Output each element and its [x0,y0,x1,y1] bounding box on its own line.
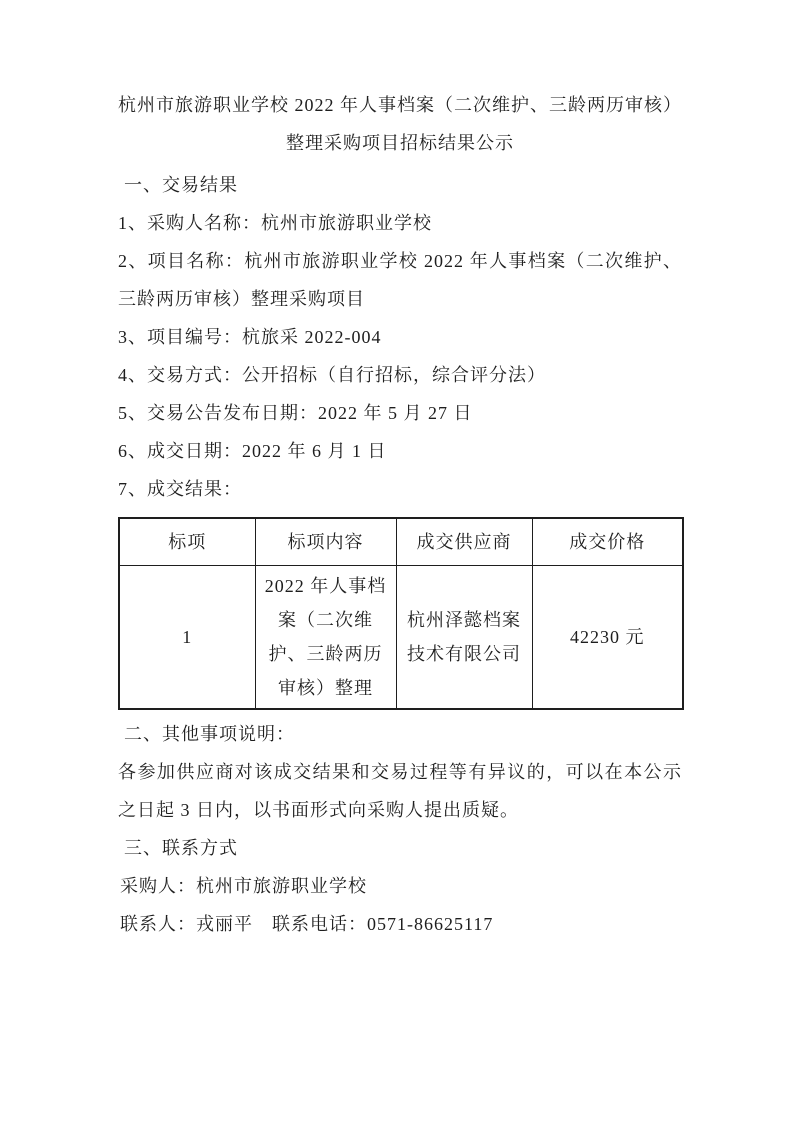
list-item-purchaser-name: 1、采购人名称：杭州市旅游职业学校 [118,213,432,233]
contact-person-line: 联系人：戎丽平 联系电话：0571-86625117 [120,914,494,934]
list-item-announcement-date: 5、交易公告发布日期：2022 年 5 月 27 日 [118,403,473,423]
list-item-deal-result-label: 7、成交结果： [118,479,242,499]
list-item-deal-date: 6、成交日期：2022 年 6 月 1 日 [118,441,387,461]
document-title-line-1: 杭州市旅游职业学校 2022 年人事档案（二次维护、三龄两历审核） [118,95,682,115]
table-header-row [119,518,683,566]
list-item-project-number: 3、项目编号：杭旅采 2022-004 [118,327,382,347]
buyer-line: 采购人：杭州市旅游职业学校 [120,876,367,896]
column-header-item-no: 标项 [119,518,255,566]
section-1-heading: 一、交易结果 [124,175,238,195]
cell-supplier: 杭州泽懿档案技术有限公司 [396,566,532,710]
table-row [119,566,683,710]
section-2-body: 各参加供应商对该成交结果和交易过程等有异议的，可以在本公示之日起 3 日内，以书面形式向采购人提出质疑。 [118,762,682,820]
cell-price: 42230 元 [532,566,683,710]
cell-item-content: 2022 年人事档案（二次维护、三龄两历审核）整理 [255,566,396,710]
list-item-trade-method: 4、交易方式：公开招标（自行招标，综合评分法） [118,365,546,385]
document-title-line-2: 整理采购项目招标结果公示 [286,133,514,153]
column-header-supplier: 成交供应商 [396,518,532,566]
bid-result-table [118,517,684,710]
section-2-heading: 二、其他事项说明： [124,724,295,744]
column-header-item-content: 标项内容 [255,518,396,566]
document-title [118,86,682,162]
column-header-price: 成交价格 [532,518,683,566]
cell-item-no: 1 [119,566,255,710]
section-3-heading: 三、联系方式 [124,838,238,858]
list-item-project-name: 2、项目名称：杭州市旅游职业学校 2022 年人事档案（二次维护、三龄两历审核）整理采购项目 [118,251,682,309]
